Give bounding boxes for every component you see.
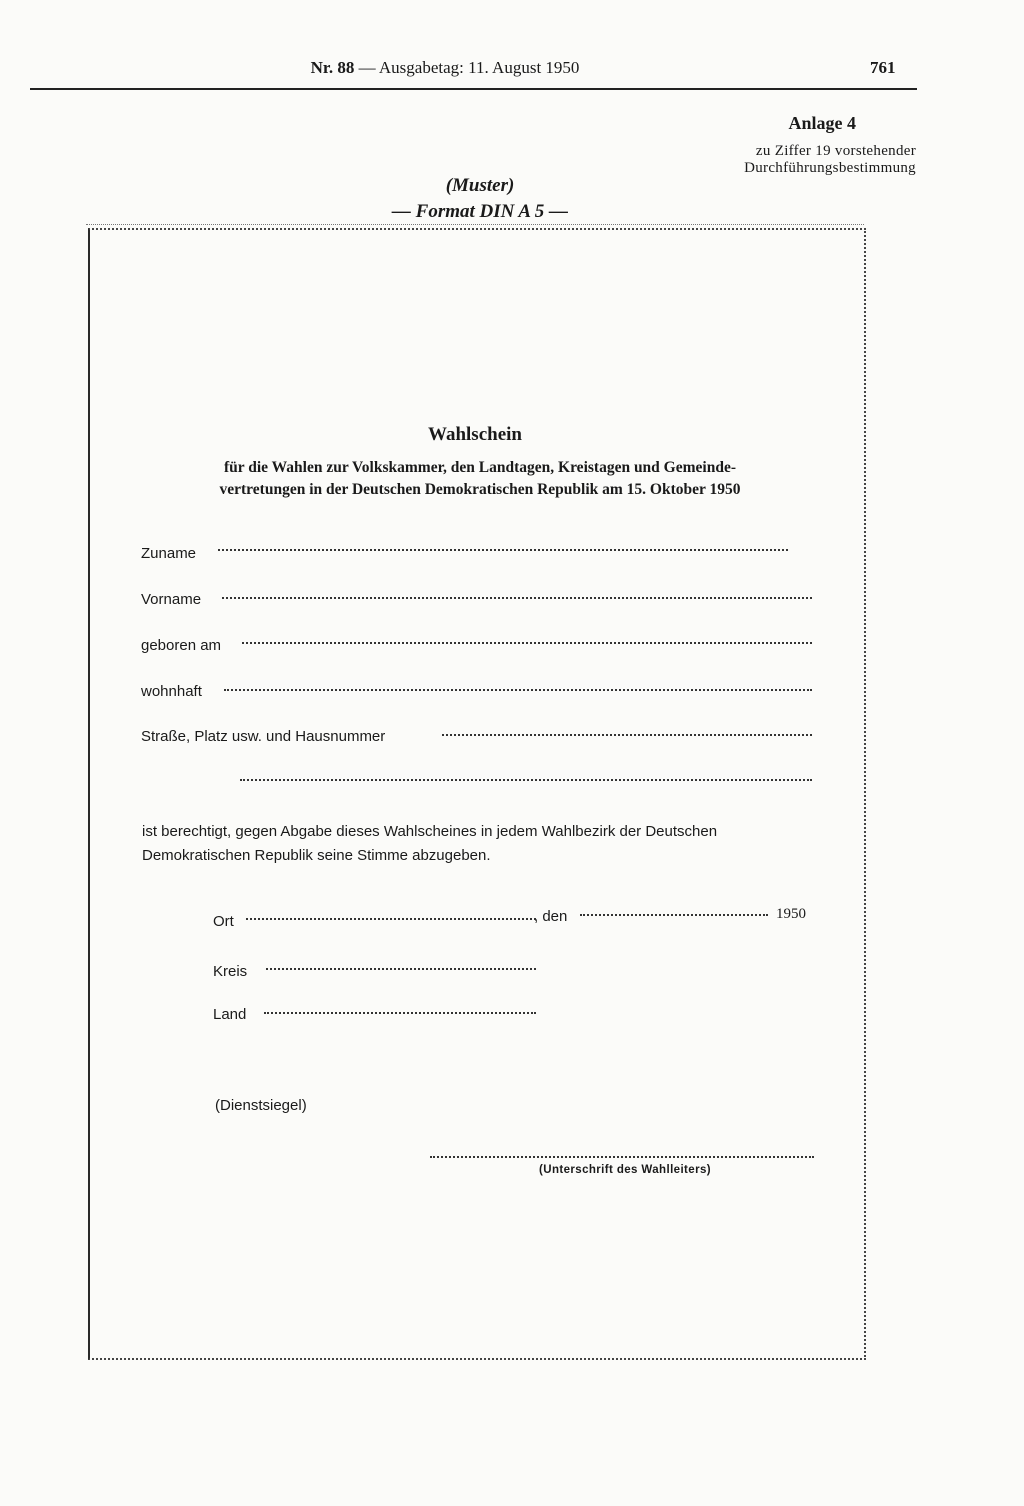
statement-line2: Demokratischen Republik seine Stimme abzugeben. [142, 847, 491, 864]
form-title: Wahlschein [428, 424, 522, 445]
form-frame [88, 228, 866, 1360]
strasse-field-line2[interactable] [240, 779, 812, 781]
page-number: 761 [870, 58, 896, 77]
form-subtitle-line2: vertretungen in der Deutschen Demokratischen Republik am 15. Oktober 1950 [219, 481, 741, 498]
annex-reference-line1: zu Ziffer 19 vorstehender [755, 143, 916, 159]
strasse-label: Straße, Platz usw. und Hausnummer [141, 728, 386, 745]
kreis-label: Kreis [213, 963, 248, 980]
statement-line1: ist berechtigt, gegen Abgabe dieses Wahlscheines in jedem Wahlbezirk der Deutschen [142, 823, 718, 840]
issue-date: — Ausgabetag: 11. August 1950 [358, 58, 580, 77]
vorname-label: Vorname [141, 591, 202, 608]
zuname-field[interactable] [218, 549, 788, 551]
land-label: Land [213, 1006, 247, 1023]
header-rule [30, 88, 917, 90]
page-header [0, 58, 890, 78]
form-subtitle [170, 457, 790, 501]
format-label: — Format DIN A 5 — [391, 201, 569, 222]
form-subtitle-line1: für die Wahlen zur Volkskammer, den Landtagen, Kreistagen und Gemeinde- [223, 459, 736, 476]
wohnhaft-field[interactable] [224, 689, 812, 691]
signature-caption: (Unterschrift des Wahlleiters) [539, 1164, 711, 1176]
year-label: 1950 [776, 906, 806, 922]
date-field[interactable] [580, 914, 768, 916]
statement [142, 820, 822, 868]
annex-title: Anlage 4 [788, 113, 856, 133]
kreis-field[interactable] [266, 968, 536, 970]
zuname-label: Zuname [141, 545, 197, 562]
signature-field[interactable] [430, 1156, 814, 1158]
seal-label: (Dienstsiegel) [215, 1097, 307, 1114]
annex-reference-line2: Durchführungsbestimmung [744, 160, 916, 176]
muster-label: (Muster) [445, 175, 515, 196]
issue-number: Nr. 88 [310, 58, 355, 77]
ort-field[interactable] [246, 918, 536, 920]
geboren-am-field[interactable] [242, 642, 812, 644]
geboren-am-label: geboren am [141, 637, 222, 654]
form-top-rule [86, 224, 864, 225]
land-field[interactable] [264, 1012, 536, 1014]
annex-reference [640, 143, 916, 177]
den-label: , den [534, 908, 568, 925]
wohnhaft-label: wohnhaft [141, 683, 202, 700]
vorname-field[interactable] [222, 597, 812, 599]
ort-label: Ort [213, 913, 234, 930]
strasse-field[interactable] [442, 734, 812, 736]
